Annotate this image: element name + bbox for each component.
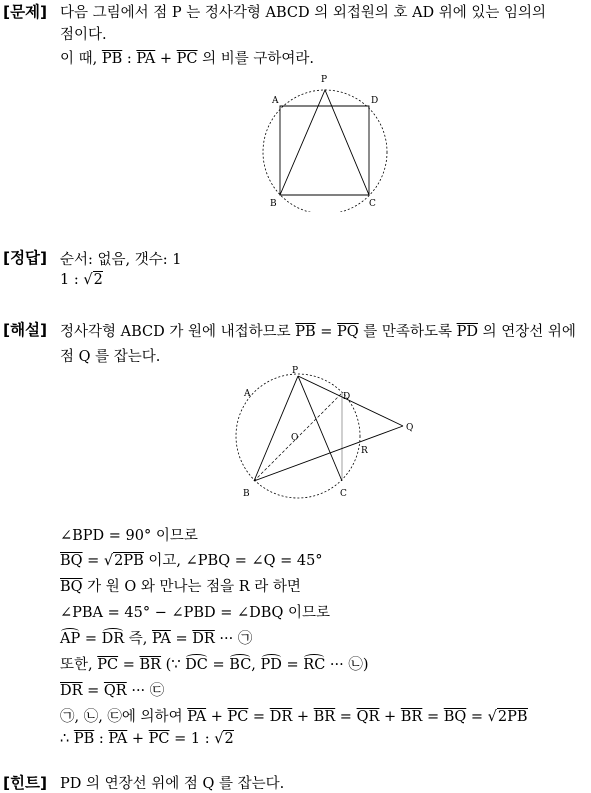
point-b-label: B (270, 199, 277, 209)
point-o-label: O (291, 433, 299, 443)
answer-line-2: 1 : √2 (60, 272, 103, 288)
segment-pc (298, 376, 342, 481)
problem-line-3: 이 때, $\overline{PB}$ : $\overline{PA} + \overline{PC}$ 의 비를 구하여라. (60, 51, 315, 67)
square-abcd (280, 106, 369, 195)
problem-label: [문제] (3, 3, 48, 21)
point-a-label: A (244, 389, 251, 399)
point-p-label: P (321, 75, 328, 85)
point-a-label: A (272, 96, 279, 106)
step-7: $\overline{DR} = \overline{QR}$ ··· ㉢ (60, 683, 165, 699)
step-6: 또한, $\overline{PC} = \overline{BR}$ (∵ DC = BC, PD = RC ··· ㉡) (60, 657, 369, 673)
step-2: $\overline{BQ} = √2PB$ 이고, ∠PBQ = ∠Q = 45° (60, 553, 323, 569)
solution-line-2: 점 Q 를 잡는다. (60, 349, 161, 365)
solution-figure (228, 365, 428, 510)
point-p-label: P (292, 366, 299, 376)
segment-bq (254, 426, 403, 481)
step-8: ㉠, ㉡, ㉢에 의하여 $\overline{PA} + \overline{PC} = \overline{DR} + \overline{BR} = \overline{QR} + \overline{BR} = \overline{BQ} = √2PB$ (60, 709, 528, 725)
problem-line-2: 점이다. (60, 27, 107, 43)
hint-label: [힌트] (3, 774, 48, 792)
point-c-label: C (369, 199, 376, 209)
point-b-label: B (243, 489, 250, 499)
point-r-label: R (361, 446, 368, 456)
problem-line-1: 다음 그림에서 점 P 는 정사각형 ABCD 의 외접원의 호 AD 위에 있는 임의의 (60, 5, 547, 21)
point-d-label: D (371, 96, 379, 106)
point-q-label: Q (406, 423, 414, 433)
step-3: $\overline{BQ}$ 가 원 O 와 만나는 점을 R 라 하면 (60, 579, 301, 595)
solution-label: [해설] (3, 321, 48, 339)
step-4: ∠PBA = 45° − ∠PBD = ∠DBQ 이므로 (60, 605, 330, 621)
step-1: ∠BPD = 90° 이므로 (60, 528, 198, 544)
answer-line-1: 순서: 없음, 갯수: 1 (60, 252, 182, 268)
step-5: AP = DR 즉, $\overline{PA} = \overline{DR}$ ··· ㉠ (60, 631, 253, 647)
segment-bp (254, 376, 298, 481)
step-9: ∴ $\overline{PB}$ : $\overline{PA} + \overline{PC} = 1$ : √2 (60, 731, 234, 747)
point-d-label: D (343, 392, 351, 402)
hint-line-1: PD 의 연장선 위에 점 Q 를 잡는다. (60, 776, 285, 792)
problem-figure (255, 72, 395, 212)
answer-label: [정답] (3, 249, 48, 267)
segment-pq (298, 376, 403, 426)
solution-line-1: 정사각형 ABCD 가 원에 내접하므로 $\overline{PB} = \overline{PQ}$ 를 만족하도록 $\overline{PD}$ 의 연장선 위에 (60, 324, 576, 340)
point-c-label: C (340, 489, 347, 499)
